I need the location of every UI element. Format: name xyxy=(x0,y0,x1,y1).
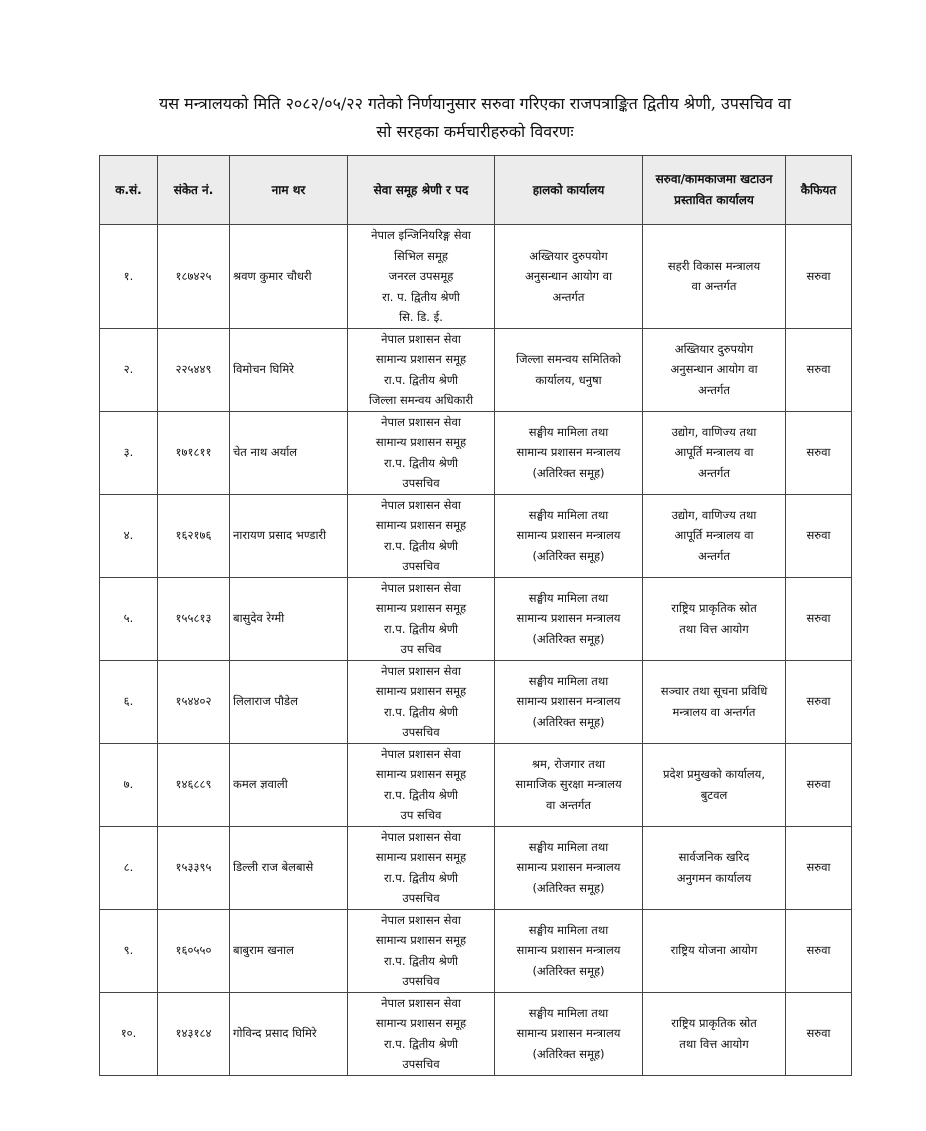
proposed-office-cell xyxy=(643,328,786,411)
current-office-cell-line: (अतिरिक्त समूह) xyxy=(532,465,605,480)
current-office-cell xyxy=(495,660,643,743)
remark-cell: सरुवा xyxy=(786,411,852,494)
intro-line-1: यस मन्त्रालयको मिति २०८२/०५/२२ गतेको निर्णयानुसार सरुवा गरिएका राजपत्राङ्कित द्वितीय श्रेणी, उपसचिव वा xyxy=(158,94,792,113)
proposed-office-cell-line: सहरी विकास मन्त्रालय xyxy=(667,258,761,273)
proposed-office-cell-line: उद्योग, वाणिज्य तथा xyxy=(671,507,757,522)
employee-name-cell: विमोचन घिमिरे xyxy=(230,328,348,411)
proposed-office-cell-line: अन्तर्गत xyxy=(698,465,730,480)
serial-number-cell: २. xyxy=(100,328,158,411)
service-post-cell-line: सामान्य प्रशासन समूह xyxy=(375,684,467,698)
table-header-row xyxy=(100,156,852,225)
serial-number-cell: ६. xyxy=(100,660,158,743)
service-post-cell-line: उप सचिव xyxy=(400,808,442,822)
current-office-cell xyxy=(495,494,643,577)
code-number-cell: १६२१७६ xyxy=(158,494,230,577)
proposed-office-cell xyxy=(643,743,786,826)
current-office-cell-line: सङ्घीय मामिला तथा xyxy=(528,507,609,522)
service-post-cell xyxy=(348,494,495,577)
service-post-cell-line: नेपाल प्रशासन सेवा xyxy=(381,414,461,429)
employee-name-cell: डिल्ली राज बेलबासे xyxy=(230,826,348,909)
service-post-cell-line: जिल्ला समन्वय अधिकारी xyxy=(368,393,474,407)
service-post-cell xyxy=(348,577,495,660)
serial-number-cell: ३. xyxy=(100,411,158,494)
service-post-cell-line: रा.प. द्वितीय श्रेणी xyxy=(383,704,459,719)
service-post-cell-line: रा.प. द्वितीय श्रेणी xyxy=(383,372,459,387)
current-office-cell-line: सामान्य प्रशासन मन्त्रालय xyxy=(516,694,621,709)
service-post-cell-line: रा.प. द्वितीय श्रेणी xyxy=(383,953,459,968)
service-post-cell-line: उपसचिव xyxy=(402,974,440,988)
serial-number-cell: १. xyxy=(100,225,158,329)
serial-number-cell: ८. xyxy=(100,826,158,909)
employee-name-cell: बासुदेव रेग्मी xyxy=(230,577,348,660)
service-post-cell xyxy=(348,743,495,826)
service-post-cell-line: उपसचिव xyxy=(402,891,440,905)
transfer-table xyxy=(99,155,852,1076)
service-post-cell-line: सामान्य प्रशासन समूह xyxy=(375,435,467,449)
code-number-cell: १६०५५० xyxy=(158,909,230,992)
proposed-office-cell-line: तथा वित्त आयोग xyxy=(679,1036,749,1051)
header-serial: क.सं. xyxy=(100,156,158,225)
service-post-cell-line: नेपाल प्रशासन सेवा xyxy=(381,580,461,595)
current-office-cell-line: सङ्घीय मामिला तथा xyxy=(528,1005,609,1020)
current-office-cell xyxy=(495,909,643,992)
proposed-office-cell-line: उद्योग, वाणिज्य तथा xyxy=(671,424,757,439)
table-row xyxy=(100,225,852,329)
proposed-office-cell xyxy=(643,411,786,494)
table-row xyxy=(100,411,852,494)
current-office-cell-line: सामान्य प्रशासन मन्त्रालय xyxy=(516,1026,621,1041)
service-post-cell xyxy=(348,660,495,743)
service-post-cell-line: रा.प. द्वितीय श्रेणी xyxy=(383,1036,459,1051)
header-post: सेवा समूह श्रेणी र पद xyxy=(348,156,495,225)
service-post-cell-line: नेपाल प्रशासन सेवा xyxy=(381,663,461,678)
code-number-cell: १४६८८९ xyxy=(158,743,230,826)
code-number-cell: १५४४०२ xyxy=(158,660,230,743)
service-post-cell-line: रा. प. द्वितीय श्रेणी xyxy=(382,289,460,304)
proposed-office-cell-line: बुटवल xyxy=(700,787,728,802)
current-office-cell xyxy=(495,225,643,329)
service-post-cell-line: नेपाल प्रशासन सेवा xyxy=(381,746,461,761)
remark-cell: सरुवा xyxy=(786,826,852,909)
header-proposed-office: सरुवा/कामकाजमा खटाउन प्रस्तावित कार्यालय xyxy=(643,156,786,225)
current-office-cell xyxy=(495,992,643,1075)
table-row xyxy=(100,494,852,577)
code-number-cell: १८७४२५ xyxy=(158,225,230,329)
remark-cell: सरुवा xyxy=(786,225,852,329)
service-post-cell-line: रा.प. द्वितीय श्रेणी xyxy=(383,455,459,470)
current-office-cell-line: सङ्घीय मामिला तथा xyxy=(528,839,609,854)
service-post-cell-line: रा.प. द्वितीय श्रेणी xyxy=(383,621,459,636)
current-office-cell-line: सङ्घीय मामिला तथा xyxy=(528,922,609,937)
current-office-cell xyxy=(495,577,643,660)
service-post-cell xyxy=(348,909,495,992)
header-remark: कैफियत xyxy=(786,156,852,225)
service-post-cell-line: उपसचिव xyxy=(402,476,440,490)
current-office-cell-line: वा अन्तर्गत xyxy=(546,797,591,812)
current-office-cell-line: (अतिरिक्त समूह) xyxy=(532,714,605,729)
employee-name-cell: नारायण प्रसाद भण्डारी xyxy=(230,494,348,577)
code-number-cell: १७१८११ xyxy=(158,411,230,494)
service-post-cell-line: रा.प. द्वितीय श्रेणी xyxy=(383,787,459,802)
service-post-cell-line: सामान्य प्रशासन समूह xyxy=(375,601,467,615)
service-post-cell-line: नेपाल इन्जिनियरिङ्ग सेवा xyxy=(371,228,471,242)
proposed-office-cell-line: तथा वित्त आयोग xyxy=(679,621,749,636)
table-row xyxy=(100,826,852,909)
proposed-office-cell xyxy=(643,577,786,660)
service-post-cell xyxy=(348,328,495,411)
employee-name-cell: गोविन्द प्रसाद घिमिरे xyxy=(230,992,348,1075)
employee-name-cell: चेत नाथ अर्याल xyxy=(230,411,348,494)
proposed-office-cell-line: अनुगमन कार्यालय xyxy=(676,870,752,885)
service-post-cell xyxy=(348,225,495,329)
employee-name-cell: श्रवण कुमार चौधरी xyxy=(230,225,348,329)
current-office-cell-line: श्रम, रोजगार तथा xyxy=(531,756,606,771)
serial-number-cell: ४. xyxy=(100,494,158,577)
table-row xyxy=(100,660,852,743)
proposed-office-cell-line: राष्ट्रिय प्राकृतिक स्रोत xyxy=(671,601,757,615)
table-row xyxy=(100,743,852,826)
header-current-office: हालको कार्यालय xyxy=(495,156,643,225)
current-office-cell xyxy=(495,826,643,909)
code-number-cell: १४३१८४ xyxy=(158,992,230,1075)
table-row xyxy=(100,577,852,660)
proposed-office-cell xyxy=(643,826,786,909)
remark-cell: सरुवा xyxy=(786,577,852,660)
current-office-cell-line: (अतिरिक्त समूह) xyxy=(532,1046,605,1061)
document-intro xyxy=(100,90,850,146)
current-office-cell-line: सामान्य प्रशासन मन्त्रालय xyxy=(516,943,621,958)
remark-cell: सरुवा xyxy=(786,909,852,992)
current-office-cell-line: सामान्य प्रशासन मन्त्रालय xyxy=(516,611,621,626)
proposed-office-cell-line: आपूर्ति मन्त्रालय वा xyxy=(674,445,754,460)
service-post-cell-line: सामान्य प्रशासन समूह xyxy=(375,518,467,532)
code-number-cell: १५५८१३ xyxy=(158,577,230,660)
service-post-cell-line: उपसचिव xyxy=(402,725,440,739)
proposed-office-cell-line: अन्तर्गत xyxy=(698,548,730,563)
proposed-office-cell-line: राष्ट्रिय योजना आयोग xyxy=(670,943,758,958)
current-office-cell-line: कार्यालय, धनुषा xyxy=(535,372,602,387)
proposed-office-cell xyxy=(643,909,786,992)
proposed-office-cell-line: सार्वजनिक खरिद xyxy=(678,850,750,864)
proposed-office-cell xyxy=(643,225,786,329)
service-post-cell-line: उपसचिव xyxy=(402,1057,440,1071)
service-post-cell-line: सि. डि. ई. xyxy=(399,310,443,324)
service-post-cell-line: सामान्य प्रशासन समूह xyxy=(375,1016,467,1030)
current-office-cell-line: (अतिरिक्त समूह) xyxy=(532,880,605,895)
proposed-office-cell xyxy=(643,494,786,577)
employee-name-cell: कमल ज्ञवाली xyxy=(230,743,348,826)
current-office-cell-line: जिल्ला समन्वय समितिको xyxy=(516,352,621,366)
proposed-office-cell-line: राष्ट्रिय प्राकृतिक स्रोत xyxy=(671,1016,757,1030)
proposed-office-cell-line: प्रदेश प्रमुखको कार्यालय, xyxy=(663,767,765,781)
current-office-cell-line: (अतिरिक्त समूह) xyxy=(532,963,605,978)
proposed-office-cell-line: सञ्चार तथा सूचना प्रविधि xyxy=(660,684,768,698)
service-post-cell-line: नेपाल प्रशासन सेवा xyxy=(381,995,461,1010)
service-post-cell-line: रा.प. द्वितीय श्रेणी xyxy=(383,870,459,885)
serial-number-cell: १०. xyxy=(100,992,158,1075)
service-post-cell-line: उपसचिव xyxy=(402,559,440,573)
remark-cell: सरुवा xyxy=(786,660,852,743)
service-post-cell-line: जनरल उपसमूह xyxy=(388,269,454,283)
current-office-cell-line: सङ्घीय मामिला तथा xyxy=(528,590,609,605)
service-post-cell-line: नेपाल प्रशासन सेवा xyxy=(381,331,461,346)
service-post-cell-line: नेपाल प्रशासन सेवा xyxy=(381,497,461,512)
serial-number-cell: ५. xyxy=(100,577,158,660)
current-office-cell-line: अख्तियार दुरुपयोग xyxy=(529,248,608,263)
proposed-office-cell-line: वा अन्तर्गत xyxy=(691,279,737,294)
code-number-cell: १५३३९५ xyxy=(158,826,230,909)
current-office-cell-line: सङ्घीय मामिला तथा xyxy=(528,673,609,688)
current-office-cell xyxy=(495,411,643,494)
service-post-cell-line: सामान्य प्रशासन समूह xyxy=(375,933,467,947)
serial-number-cell: ९. xyxy=(100,909,158,992)
service-post-cell-line: सामान्य प्रशासन समूह xyxy=(375,850,467,864)
proposed-office-cell-line: अख्तियार दुरुपयोग xyxy=(674,341,754,356)
current-office-cell-line: सामान्य प्रशासन मन्त्रालय xyxy=(516,528,621,543)
proposed-office-cell-line: अनुसन्धान आयोग वा xyxy=(670,362,758,377)
service-post-cell-line: नेपाल प्रशासन सेवा xyxy=(381,829,461,844)
current-office-cell-line: अनुसन्धान आयोग वा xyxy=(524,269,613,283)
service-post-cell xyxy=(348,992,495,1075)
proposed-office-cell-line: आपूर्ति मन्त्रालय वा xyxy=(674,528,754,543)
service-post-cell-line: सामान्य प्रशासन समूह xyxy=(375,352,467,366)
current-office-cell xyxy=(495,743,643,826)
current-office-cell-line: सामान्य प्रशासन मन्त्रालय xyxy=(516,445,621,460)
employee-name-cell: लिलाराज पौडेल xyxy=(230,660,348,743)
service-post-cell-line: उप सचिव xyxy=(400,642,442,656)
employee-name-cell: बाबुराम खनाल xyxy=(230,909,348,992)
service-post-cell xyxy=(348,411,495,494)
service-post-cell xyxy=(348,826,495,909)
proposed-office-cell-line: अन्तर्गत xyxy=(698,382,730,397)
table-body xyxy=(100,225,852,1076)
service-post-cell-line: नेपाल प्रशासन सेवा xyxy=(381,912,461,927)
table-row xyxy=(100,909,852,992)
code-number-cell: २२५४४९ xyxy=(158,328,230,411)
proposed-office-cell xyxy=(643,992,786,1075)
table-row xyxy=(100,328,852,411)
current-office-cell-line: सामान्य प्रशासन मन्त्रालय xyxy=(516,860,621,875)
proposed-office-cell xyxy=(643,660,786,743)
table-row xyxy=(100,992,852,1075)
remark-cell: सरुवा xyxy=(786,328,852,411)
service-post-cell-line: सामान्य प्रशासन समूह xyxy=(375,767,467,781)
proposed-office-cell-line: मन्त्रालय वा अन्तर्गत xyxy=(672,704,756,719)
remark-cell: सरुवा xyxy=(786,494,852,577)
current-office-cell-line: सामाजिक सुरक्षा मन्त्रालय xyxy=(515,777,622,792)
remark-cell: सरुवा xyxy=(786,743,852,826)
current-office-cell-line: (अतिरिक्त समूह) xyxy=(532,548,605,563)
service-post-cell-line: रा.प. द्वितीय श्रेणी xyxy=(383,538,459,553)
current-office-cell-line: (अतिरिक्त समूह) xyxy=(532,631,605,646)
header-name: नाम थर xyxy=(230,156,348,225)
current-office-cell-line: सङ्घीय मामिला तथा xyxy=(528,424,609,439)
service-post-cell-line: सिभिल समूह xyxy=(393,248,449,263)
header-code: संकेत नं. xyxy=(158,156,230,225)
current-office-cell-line: अन्तर्गत xyxy=(552,289,585,304)
intro-line-2: सो सरहका कर्मचारीहरुको विवरणः xyxy=(376,122,574,141)
current-office-cell xyxy=(495,328,643,411)
remark-cell: सरुवा xyxy=(786,992,852,1075)
serial-number-cell: ७. xyxy=(100,743,158,826)
